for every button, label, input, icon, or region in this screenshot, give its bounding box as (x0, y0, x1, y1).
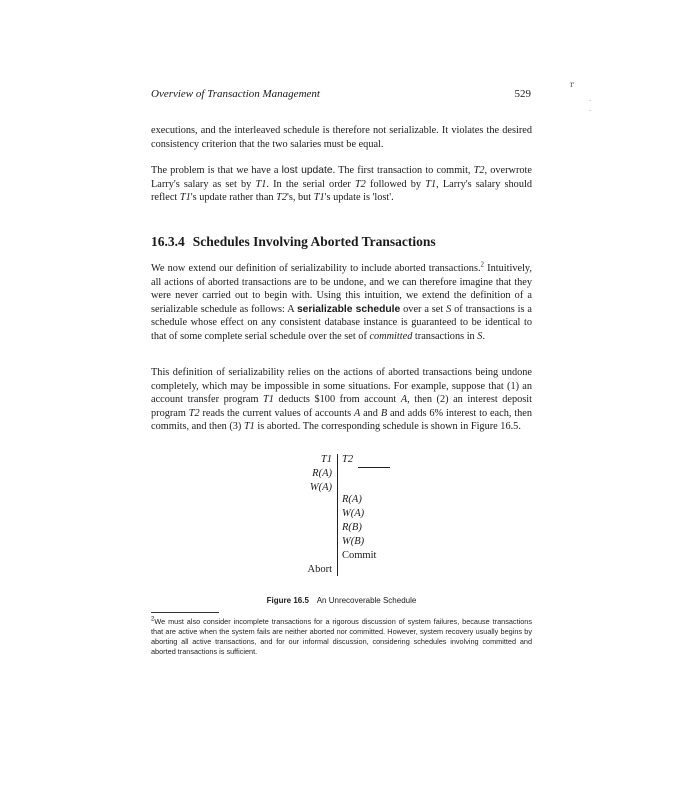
schedule-divider (337, 454, 338, 576)
paragraph-3: We now extend our definition of serializability to include aborted transactions.$^2$ Intuitively, all actions of aborted transactions are to be undone, and we can therefore imagine that they were never carried out to begin with. Using this intuition, we extend the definition of a serializable schedule as follows: A serializable schedule over a set S of transactions is a schedule whose effect on any consistent database instance is guaranteed to be identical to that of some complete serial schedule over the set of committed transactions in S. (151, 260, 532, 342)
running-header (151, 88, 531, 104)
footnote-rule (151, 612, 219, 613)
footnote-marker: 2 (151, 616, 155, 623)
t1-op: R(A) (312, 468, 332, 479)
footnote (151, 617, 532, 657)
t1-abort: Abort (307, 564, 332, 575)
edge-mark: · · (589, 97, 592, 115)
paragraph-1: executions, and the interleaved schedule is therefore not serializable. It violates the desired consistency criterion that the two salaries must be equal. (151, 125, 532, 150)
t1-header: T1 (320, 454, 332, 465)
corner-mark: r (570, 80, 574, 89)
paragraph-2: The problem is that we have a lost update. The first transaction to commit, T2, overwrote Larry's salary as set by T1. In the serial order T2 followed by T1, Larry's salary should reflect T1's update rather than T2's, but T1's update is 'lost'. (151, 165, 532, 203)
t2-op: R(A) (342, 494, 362, 505)
t2-op: W(A) (342, 508, 365, 519)
term-serializable-schedule: serializable schedule (296, 303, 401, 315)
paragraph-4: This definition of serializability relies on the actions of aborted transactions being undone completely, which may be impossible in some situations. For example, suppose that (1) an account transfer program T1 deducts $100 from account A, then (2) an interest deposit program T2 reads the current values of accounts A and B and adds 6% interest to each, then commits, and then (3) T1 is aborted. The corresponding schedule is shown in Figure 16.5. (151, 367, 532, 432)
t2-commit: Commit (342, 550, 377, 561)
running-title: Overview of Transaction Management (151, 88, 320, 100)
t1-op: W(A) (309, 482, 332, 493)
t2-op: R(B) (342, 522, 362, 533)
section-heading (151, 234, 532, 250)
page-number: 529 (514, 88, 531, 100)
figure-caption (151, 596, 532, 605)
figure-label: Figure 16.5 (266, 596, 309, 605)
footnote-ref: 2 (480, 260, 485, 269)
t2-header: T2 (342, 454, 354, 465)
term-lost-update: lost update (281, 165, 333, 176)
section-number: 16.3.4 (151, 234, 185, 249)
footnote-text: We must also consider incomplete transactions for a rigorous discussion of system failures, because transactions that are active when the system fails are neither aborted nor committed. However, system recovery usually begins by aborting all active transactions, and for our informal discussion, considering schedules involving committed and aborted transactions is sufficient. (151, 617, 532, 656)
t2-underline (358, 467, 390, 468)
section-title: Schedules Involving Aborted Transactions (192, 234, 436, 249)
schedule-figure (270, 454, 430, 578)
t2-op: W(B) (342, 536, 365, 547)
figure-caption-text: An Unrecoverable Schedule (316, 596, 417, 605)
